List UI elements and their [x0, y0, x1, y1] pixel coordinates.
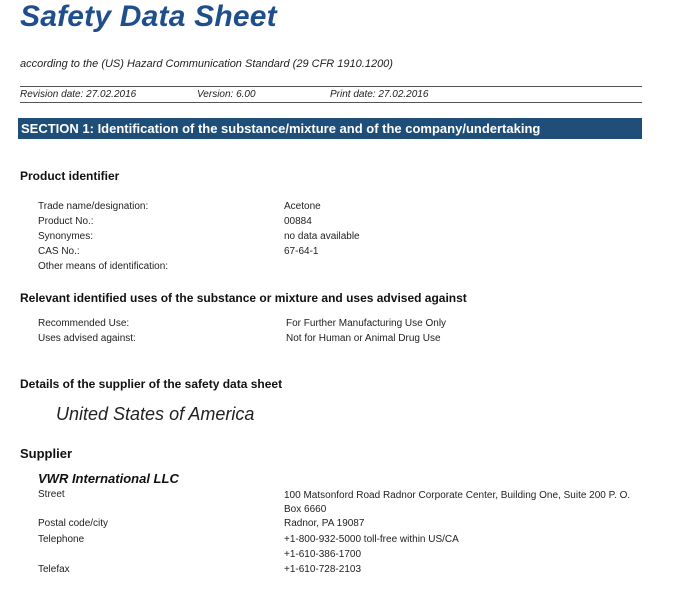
regulation-subtitle: according to the (US) Hazard Communication Standard (29 CFR 1910.1200) — [20, 58, 393, 70]
other-means-label: Other means of identification: — [38, 261, 169, 272]
revision-date: Revision date: 27.02.2016 — [20, 89, 137, 100]
street-value: 100 Matsonford Road Radnor Corporate Center, Building One, Suite 200 P. O. Box 6660 — [284, 490, 631, 515]
product-no-value: 00884 — [284, 216, 312, 227]
telephone-2-value: +1-610-386-1700 — [284, 549, 362, 560]
version: Version: 6.00 — [197, 89, 256, 100]
trade-name-label: Trade name/designation: — [38, 201, 149, 212]
product-identifier-heading: Product identifier — [20, 169, 120, 183]
postal-code-value: Radnor, PA 19087 — [284, 518, 365, 529]
supplier-country: United States of America — [56, 404, 255, 424]
print-date: Print date: 27.02.2016 — [330, 89, 429, 100]
telephone-label: Telephone — [38, 534, 85, 545]
cas-no-value: 67-64-1 — [284, 246, 319, 257]
trade-name-value: Acetone — [284, 201, 321, 212]
document-title: Safety Data Sheet — [20, 0, 277, 33]
synonymes-value: no data available — [284, 231, 360, 242]
supplier-company: VWR International LLC — [38, 471, 179, 486]
header-rule-top — [20, 86, 642, 87]
supplier-heading: Supplier — [20, 446, 73, 461]
uses-advised-against-value: Not for Human or Animal Drug Use — [286, 333, 441, 344]
street-label: Street — [38, 489, 65, 500]
postal-code-label: Postal code/city — [38, 518, 109, 529]
recommended-use-value: For Further Manufacturing Use Only — [286, 318, 447, 329]
synonymes-label: Synonymes: — [38, 231, 94, 242]
telefax-label: Telefax — [38, 564, 70, 575]
section-1-bar: SECTION 1: Identification of the substance/mixture and of the company/undertaking — [18, 118, 642, 139]
cas-no-label: CAS No.: — [38, 246, 80, 257]
recommended-use-label: Recommended Use: — [38, 318, 130, 329]
product-no-label: Product No.: — [38, 216, 94, 227]
uses-heading: Relevant identified uses of the substance or mixture and uses advised against — [20, 291, 467, 305]
telefax-value: +1-610-728-2103 — [284, 564, 362, 575]
supplier-details-heading: Details of the supplier of the safety data sheet — [20, 377, 283, 391]
uses-advised-against-label: Uses advised against: — [38, 333, 136, 344]
header-rule-bottom — [20, 102, 642, 103]
telephone-value: +1-800-932-5000 toll-free within US/CA — [284, 534, 459, 545]
